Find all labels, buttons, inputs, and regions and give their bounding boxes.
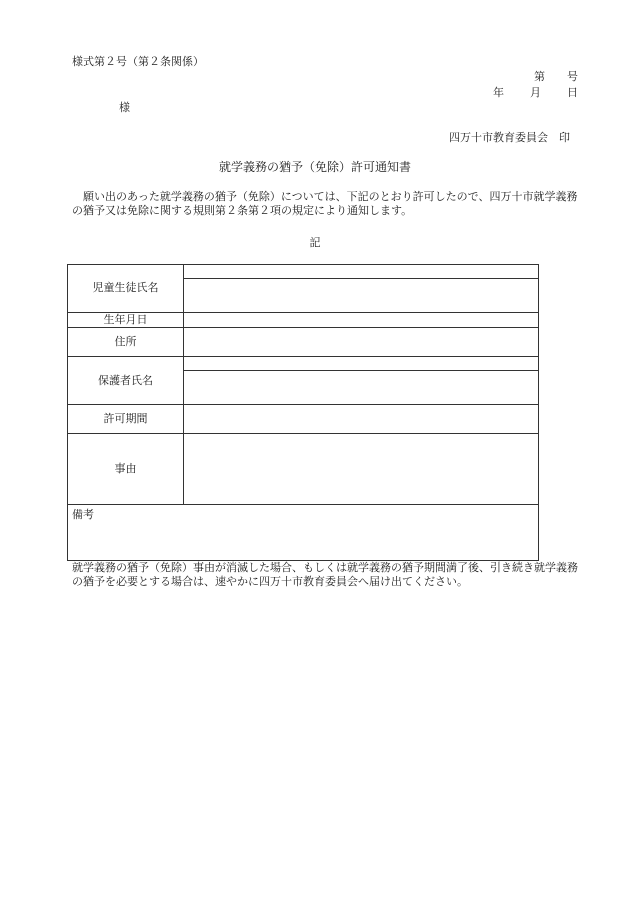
date-year: 年: [493, 86, 504, 99]
remarks-field[interactable]: [68, 505, 539, 561]
document-date: [493, 86, 578, 100]
address-label: 住所: [68, 328, 184, 357]
date-day: 日: [567, 86, 578, 99]
guardian-name-furigana-field[interactable]: [184, 357, 539, 371]
issuer-seal: 四万十市教育委員会 印: [449, 131, 570, 144]
birthdate-field[interactable]: [184, 313, 539, 328]
addressee: 様: [119, 101, 130, 114]
student-name-label: 児童生徒氏名: [68, 265, 184, 313]
guardian-name-field[interactable]: [184, 371, 539, 405]
birthdate-label: 生年月日: [68, 313, 184, 328]
guardian-name-label: 保護者氏名: [68, 357, 184, 405]
document-number: 第 号: [534, 70, 578, 83]
student-name-furigana-field[interactable]: [184, 265, 539, 279]
remarks-label: 備考: [72, 508, 94, 522]
student-name-field[interactable]: [184, 279, 539, 313]
reason-label: 事由: [68, 434, 184, 505]
info-table: [67, 264, 539, 561]
ki-heading: 記: [309, 236, 321, 249]
period-field[interactable]: [184, 405, 539, 434]
date-month: 月: [530, 86, 541, 99]
form-number: 様式第２号（第２条関係）: [72, 55, 204, 68]
page-title: 就学義務の猶予（免除）許可通知書: [218, 160, 411, 174]
footer-note: 就学義務の猶予（免除）事由が消滅した場合、もしくは就学義務の猶予期間満了後、引き続き就学義務の猶予を必要とする場合は、速やかに四万十市教育委員会へ届け出てください。: [72, 561, 578, 589]
address-field[interactable]: [184, 328, 539, 357]
reason-field[interactable]: [184, 434, 539, 505]
body-text: 願い出のあった就学義務の猶予（免除）については、下記のとおり許可したので、四万十市就学義務の猶予又は免除に関する規則第２条第２項の規定により通知します。: [72, 190, 578, 218]
period-label: 許可期間: [68, 405, 184, 434]
